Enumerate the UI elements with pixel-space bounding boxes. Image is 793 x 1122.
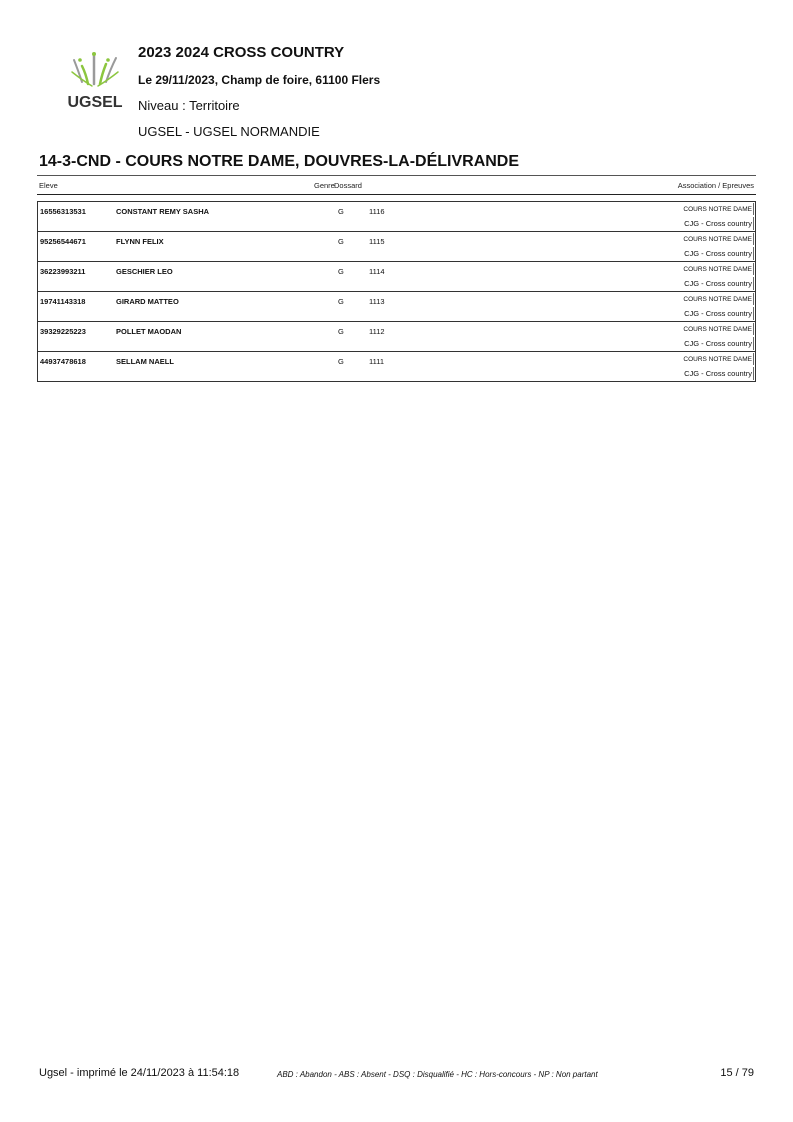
status-legend: ABD : Abandon - ABS : Absent - DSQ : Disqualifié - HC : Hors-concours - NP : Non partant xyxy=(277,1070,598,1079)
student-id: 95256544671 xyxy=(40,237,86,246)
table-row xyxy=(38,261,755,291)
ugsel-logo xyxy=(62,52,128,112)
student-id: 16556313531 xyxy=(40,207,86,216)
student-name: FLYNN FELIX xyxy=(116,237,164,246)
event-date-location: Le 29/11/2023, Champ de foire, 61100 Flers xyxy=(138,73,381,87)
bib-number: 1112 xyxy=(369,327,385,336)
student-gender: G xyxy=(338,267,344,276)
student-gender: G xyxy=(338,357,344,366)
column-header-association: Association / Epreuves xyxy=(677,181,754,190)
student-id: 44937478618 xyxy=(40,357,86,366)
bib-number: 1113 xyxy=(369,297,385,306)
bib-number: 1115 xyxy=(369,237,385,246)
bib-number: 1111 xyxy=(369,357,385,366)
school-title: 14-3-CND - COURS NOTRE DAME, DOUVRES-LA-DÉLIVRANDE xyxy=(39,153,520,170)
student-name: POLLET MAODAN xyxy=(116,327,182,336)
student-name: SELLAM NAELL xyxy=(116,357,174,366)
table-row xyxy=(38,291,755,321)
association-name: COURS NOTRE DAME xyxy=(683,203,754,215)
association-name: COURS NOTRE DAME xyxy=(683,233,754,245)
association-name: COURS NOTRE DAME xyxy=(683,263,754,275)
student-gender: G xyxy=(338,327,344,336)
event-level: Niveau : Territoire xyxy=(138,98,240,113)
student-gender: G xyxy=(338,297,344,306)
table-row xyxy=(38,231,755,261)
event-name: CJG - Cross country xyxy=(684,369,752,378)
table-row xyxy=(38,351,755,381)
event-name: CJG - Cross country xyxy=(684,279,752,288)
student-name: GIRARD MATTEO xyxy=(116,297,179,306)
page-title: 2023 2024 CROSS COUNTRY xyxy=(138,44,345,61)
event-name: CJG - Cross country xyxy=(684,309,752,318)
table-body xyxy=(37,201,756,382)
student-id: 19741143318 xyxy=(40,297,86,306)
print-timestamp: Ugsel - imprimé le 24/11/2023 à 11:54:18 xyxy=(39,1067,240,1079)
column-header-genre: Genre xyxy=(314,181,335,190)
bib-number: 1114 xyxy=(369,267,385,276)
student-id: 36223993211 xyxy=(40,267,86,276)
bib-number: 1116 xyxy=(369,207,385,216)
federation-name: UGSEL - UGSEL NORMANDIE xyxy=(138,124,320,139)
table-row xyxy=(38,321,755,351)
event-name: CJG - Cross country xyxy=(684,219,752,228)
event-name: CJG - Cross country xyxy=(684,339,752,348)
association-name: COURS NOTRE DAME xyxy=(683,293,754,305)
logo-text: UGSEL xyxy=(67,94,123,111)
entries-table xyxy=(37,175,756,382)
association-name: COURS NOTRE DAME xyxy=(683,323,754,335)
page-number: 15 / 79 xyxy=(720,1067,754,1079)
student-name: GESCHIER LEO xyxy=(116,267,173,276)
student-id: 39329225223 xyxy=(40,327,86,336)
student-name: CONSTANT REMY SASHA xyxy=(116,207,210,216)
association-name: COURS NOTRE DAME xyxy=(683,353,754,365)
table-header xyxy=(37,175,756,195)
event-name: CJG - Cross country xyxy=(684,249,752,258)
column-header-dossard: Dossard xyxy=(334,181,362,190)
column-header-student: Eleve xyxy=(39,181,58,190)
student-gender: G xyxy=(338,207,344,216)
table-row xyxy=(38,201,755,231)
student-gender: G xyxy=(338,237,344,246)
